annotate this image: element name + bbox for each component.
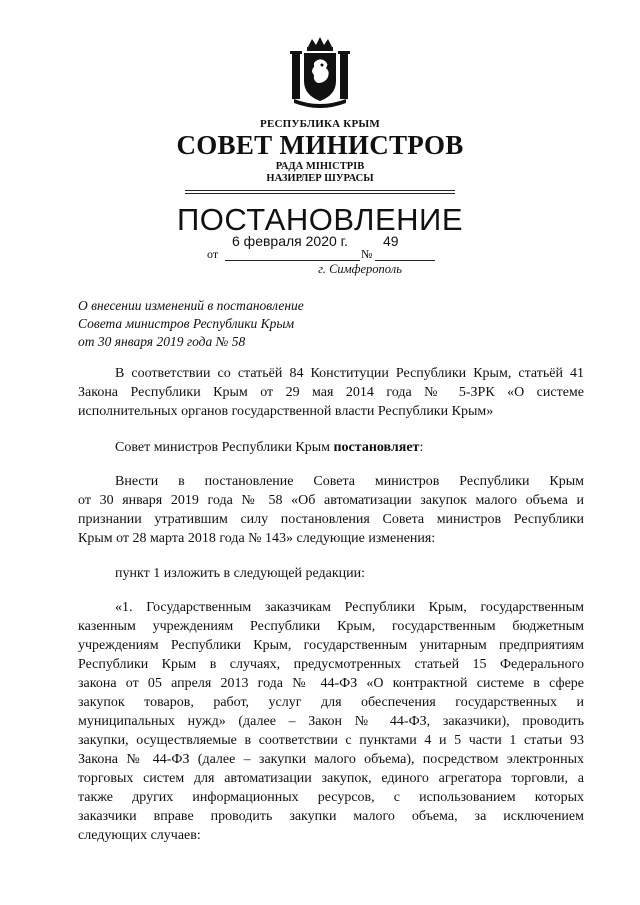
header-divider xyxy=(185,190,455,191)
crimea-coat-of-arms-icon xyxy=(288,37,352,109)
body-line: муниципальных нужд» (далее – Закон № 44-ФЗ, заказчики), проводить xyxy=(78,714,584,729)
decree-number: 49 xyxy=(383,233,399,249)
resolves-line xyxy=(115,440,423,456)
body-line: исполнительных органов государственной власти Республики Крым» xyxy=(78,404,494,419)
body-line: закупки, осуществляемые в соответствии с пунктами 4 и 5 части 1 статьи 93 xyxy=(78,733,584,748)
body-line: пункт 1 изложить в следующей редакции: xyxy=(115,566,365,581)
subject-line: О внесении изменений в постановление xyxy=(78,298,304,313)
council-ukrainian-label: РАДА МІНІСТРІВ xyxy=(275,161,365,172)
subject-line: Совета министров Республики Крым xyxy=(78,316,295,331)
body-line: следующих случаев: xyxy=(78,828,201,843)
body-line: казенным учреждениям Республики Крым, государственным бюджетным xyxy=(78,619,584,634)
republic-label: РЕСПУБЛИКА КРЫМ xyxy=(260,118,380,130)
resolves-suffix: : xyxy=(419,440,424,455)
resolves-keyword: постановляет xyxy=(333,440,420,455)
date-line xyxy=(207,247,218,262)
body-line: также других информационных ресурсов, с использованием которых xyxy=(78,790,584,805)
body-line: учреждениям Республики Крым, государственным унитарным предприятиям xyxy=(78,638,584,653)
subject-line: от 30 января 2019 года № 58 xyxy=(78,334,246,349)
number-label: № xyxy=(361,247,373,261)
number-blank xyxy=(375,260,435,261)
body-line: закупок товаров, работ, услуг для обеспечения государственных и xyxy=(78,695,584,710)
council-title: СОВЕТ МИНИСТРОВ xyxy=(176,130,464,160)
body-line: В соответствии со статьёй 84 Конституции Республики Крым, статьёй 41 xyxy=(115,366,584,381)
city-label: г. Симферополь xyxy=(318,262,402,276)
decree-title: ПОСТАНОВЛЕНИЕ xyxy=(176,202,464,237)
body-line: Закона № 44-ФЗ (далее – закупки малого объема), посредством электронных xyxy=(78,752,584,767)
resolves-prefix: Совет министров Республики Крым xyxy=(115,440,334,455)
body-line: Внести в постановление Совета министров Республики Крым xyxy=(115,474,584,489)
body-line: Закона Республики Крым от 29 мая 2014 года № 5-ЗРК «О системе xyxy=(78,385,584,400)
body-line: заказчики вправе проводить закупки малого объема, за исключением xyxy=(78,809,584,824)
number-line xyxy=(361,247,372,262)
body-line: Крым от 28 марта 2018 года № 143» следующие изменения: xyxy=(78,531,436,546)
body-line: закона от 05 апреля 2013 года № 44-ФЗ «О контрактной системе в сфере xyxy=(78,676,584,691)
council-tatar-label: НАЗИРЛЕР ШУРАСЫ xyxy=(266,173,374,184)
body-line: «1. Государственным заказчикам Республики Крым, государственным xyxy=(115,600,584,615)
header-divider-secondary xyxy=(185,193,455,194)
decree-date: 6 февраля 2020 г. xyxy=(232,233,348,249)
body-line: Республики Крым в случаях, предусмотренных статьей 15 Федерального xyxy=(78,657,584,672)
body-line: признании утратившим силу постановления Совета министров Республики xyxy=(78,512,584,527)
date-blank xyxy=(225,260,360,261)
body-line: от 30 января 2019 года № 58 «Об автоматизации закупок малого объема и xyxy=(78,493,584,508)
body-line: торговых систем для автоматизации закупок, единого агрегатора торговли, а xyxy=(78,771,584,786)
from-label: от xyxy=(207,247,219,261)
